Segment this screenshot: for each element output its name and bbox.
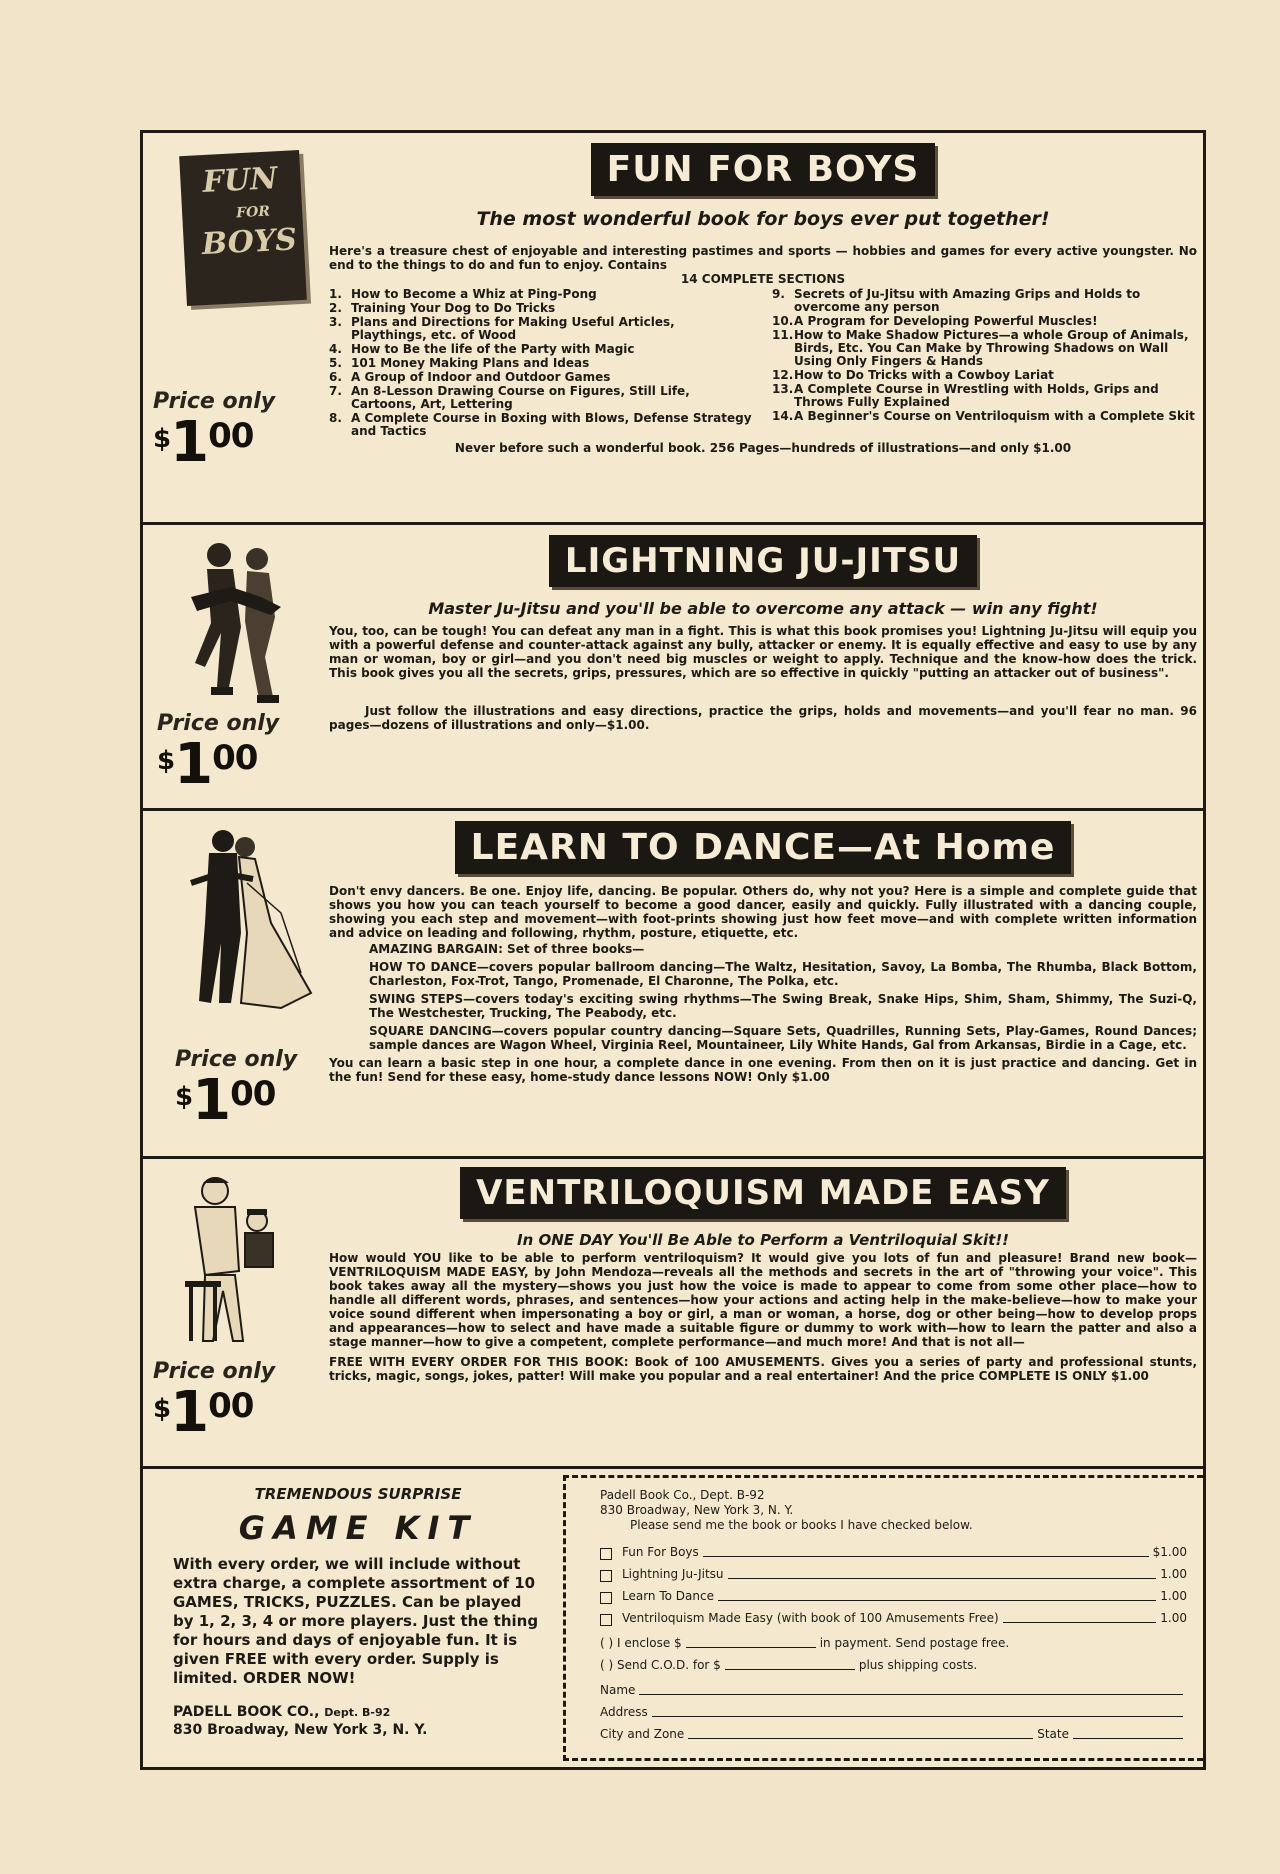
cover-word-fun: FUN xyxy=(201,161,279,201)
ventriloquism-left xyxy=(143,1159,323,1466)
book-cover-image xyxy=(179,150,307,306)
section-number: 14. xyxy=(772,409,794,423)
section-text: How to Be the life of the Party with Magic xyxy=(351,342,635,356)
section-list-item xyxy=(772,383,1197,409)
section-text: 101 Money Making Plans and Ideas xyxy=(351,356,590,370)
fun-for-boys-section xyxy=(143,133,1203,525)
price-label: Price only xyxy=(153,1359,276,1384)
address-label: Address xyxy=(600,1705,648,1719)
ju-jitsu-closing: Just follow the illustrations and easy directions, practice the grips, holds and movements—and you'll fear no man. 96 pages—dozens of illustrations and only—$1.00. xyxy=(329,704,1197,732)
section-list-item xyxy=(329,357,754,370)
dance-section xyxy=(143,811,1203,1159)
dancing-couple-illustration xyxy=(161,823,321,1023)
dance-book-square-dancing: SQUARE DANCING—covers popular country dancing—Square Sets, Quadrilles, Running Sets, Play-Games, Round Dances; sample dances are Wagon Wheel, Virginia Reel, Mountaineer, Lily White Hands, Gal from Arkansas, Birdie in a Cage, etc. xyxy=(369,1024,1197,1052)
section-text: How to Become a Whiz at Ping-Pong xyxy=(351,287,597,301)
ventriloquism-content xyxy=(329,1159,1197,1466)
order-item-ju-jitsu[interactable] xyxy=(600,1567,1187,1582)
name-line[interactable] xyxy=(600,1683,1187,1698)
ju-jitsu-title: LIGHTNING JU-JITSU xyxy=(549,535,977,587)
cover-word-boys: BOYS xyxy=(200,222,298,263)
section-text: How to Do Tricks with a Cowboy Lariat xyxy=(794,368,1054,382)
order-item-label: Learn To Dance xyxy=(622,1589,714,1603)
price-label: Price only xyxy=(157,711,280,736)
price-label: Price only xyxy=(175,1047,298,1072)
order-item-price: $1.00 xyxy=(1152,1545,1187,1559)
section-list-item xyxy=(329,343,754,356)
dance-closing: You can learn a basic step in one hour, a complete dance in one evening. From then on it is just practice and dancing. Get in the fun! Send for these easy, home-study dance lessons NOW! Only $1.00 xyxy=(329,1056,1197,1084)
sections-right-list xyxy=(772,288,1197,439)
cover-word-for: FOR xyxy=(235,203,271,222)
section-list-item xyxy=(772,315,1197,328)
ventriloquism-body: How would YOU like to be able to perform ventriloquism? It would give you lots of fun and pleasure! Brand new book—VENTRILOQUISM MADE EASY, by John Mendoza—reveals all the methods and secrets in the art of "throwing your voice". This book takes away all the mystery—shows you just how the voice is made to appear to come from some other place—how to handle all different words, phrases, and sentences—how your actions and acting help in the make-believe—how to make your voice sound different when impersonating a boy or girl, a man or woman, a horse, dog or other being—how to develop props and appearances—how to select and have made a suitable figure or dummy to work with—how to learn the patter and also a stage manner—how to give a competent, complete performance—and much more! And that is not all— xyxy=(329,1251,1197,1349)
ventriloquism-free-offer: FREE WITH EVERY ORDER FOR THIS BOOK: Book of 100 AMUSEMENTS. Gives you a series of party and professional stunts, tricks, magic, songs, jokes, patter! Will make you popular and a real entertainer! And the price COMPLETE IS ONLY $1.00 xyxy=(329,1355,1197,1383)
section-number: 9. xyxy=(772,287,785,301)
fun-for-boys-closing: Never before such a wonderful book. 256 Pages—hundreds of illustrations—and only $1.00 xyxy=(454,441,1072,455)
wrestlers-illustration xyxy=(171,537,301,712)
ventriloquism-price-block xyxy=(153,1359,276,1445)
section-text: Secrets of Ju-Jitsu with Amazing Grips and Holds to overcome any person xyxy=(794,287,1141,314)
section-text: A Complete Course in Wrestling with Holds, Grips and Throws Fully Explained xyxy=(794,382,1159,409)
fun-price-block xyxy=(153,389,276,475)
ju-jitsu-content xyxy=(329,525,1197,808)
cod-line[interactable] xyxy=(600,1658,1187,1673)
section-number: 10. xyxy=(772,314,794,328)
company-address: 830 Broadway, New York 3, N. Y. xyxy=(173,1722,428,1738)
ventriloquist-illustration xyxy=(165,1171,305,1351)
state-field[interactable] xyxy=(1073,1738,1183,1739)
section-text: A Complete Course in Boxing with Blows, Defense Strategy and Tactics xyxy=(351,411,752,438)
order-item-label: Ventriloquism Made Easy (with book of 100 Amusements Free) xyxy=(622,1611,999,1625)
section-text: An 8-Lesson Drawing Course on Figures, Still Life, Cartoons, Art, Lettering xyxy=(351,384,690,411)
section-list-item xyxy=(772,369,1197,382)
section-text: A Program for Developing Powerful Muscles! xyxy=(794,314,1098,328)
checkbox[interactable] xyxy=(600,1614,612,1626)
order-item-price: 1.00 xyxy=(1160,1567,1187,1581)
price-amount: $^{\$}1^{00}$ xyxy=(153,1380,254,1445)
order-item-dance[interactable] xyxy=(600,1589,1187,1604)
fun-for-boys-intro: Here's a treasure chest of enjoyable and interesting pastimes and sports — hobbies and games for every active youngster. No end to the things to do and fun to enjoy. Contains xyxy=(329,244,1197,272)
section-number: 12. xyxy=(772,368,794,382)
section-list-item xyxy=(329,412,754,438)
ju-jitsu-section xyxy=(143,525,1203,811)
address-field[interactable] xyxy=(652,1716,1183,1717)
dance-title: LEARN TO DANCE—At Home xyxy=(455,821,1072,874)
checkbox[interactable] xyxy=(600,1548,612,1560)
order-instruction: Please send me the book or books I have checked below. xyxy=(630,1518,973,1532)
section-number: 13. xyxy=(772,382,794,396)
checkbox[interactable] xyxy=(600,1592,612,1604)
fun-for-boys-content xyxy=(329,133,1197,522)
checkbox[interactable] xyxy=(600,1570,612,1582)
ju-jitsu-left xyxy=(143,525,323,808)
dance-content xyxy=(329,811,1197,1156)
game-kit-company-line xyxy=(173,1704,543,1720)
ventriloquism-title: VENTRILOQUISM MADE EASY xyxy=(460,1167,1066,1219)
dance-books xyxy=(329,942,1197,1052)
section-list-item xyxy=(329,302,754,315)
section-list-item xyxy=(329,371,754,384)
city-label: City and Zone xyxy=(600,1727,685,1741)
company-dept: Dept. B-92 xyxy=(324,1706,391,1719)
section-text: Plans and Directions for Making Useful Articles, Playthings, etc. of Wood xyxy=(351,315,675,342)
section-list-item xyxy=(772,410,1197,423)
dance-book-how-to-dance: HOW TO DANCE—covers popular ballroom dancing—The Waltz, Hesitation, Savoy, La Bomba, The Rhumba, Black Bottom, Charleston, Fox-Trot, Tango, Promenade, El Charonne, The Polka, etc. xyxy=(369,960,1197,988)
surprise-label: TREMENDOUS SURPRISE xyxy=(254,1485,462,1503)
section-number: 3. xyxy=(329,315,342,329)
ju-jitsu-price-block xyxy=(157,711,280,797)
fun-for-boys-title: FUN FOR BOYS xyxy=(591,143,936,196)
state-label: State xyxy=(1037,1727,1069,1741)
name-field[interactable] xyxy=(639,1694,1183,1695)
ju-jitsu-body: You, too, can be tough! You can defeat any man in a fight. This is what this book promises you! Lightning Ju-Jitsu will equip you with a powerful defense and counter-attack against any bully, attacker or enemy. It is equally effective and easy to use by any man or woman, boy or girl—and you don't need big muscles or weight to apply. Technique and the know-how does the trick. This book gives you all the secrets, grips, pressures, which are so effective in quickly "putting an attacker out of business". xyxy=(329,624,1197,680)
section-text: How to Make Shadow Pictures—a whole Group of Animals, Birds, Etc. You Can Make by Throwing Shadows on Wall Using Only Fingers & Hands xyxy=(794,328,1189,368)
order-item-price: 1.00 xyxy=(1160,1611,1187,1625)
dance-bargain: AMAZING BARGAIN: Set of three books— xyxy=(369,942,645,956)
sections-list xyxy=(329,288,1197,439)
order-item-fun-for-boys[interactable] xyxy=(600,1545,1187,1560)
section-number: 1. xyxy=(329,287,342,301)
price-amount: $^{\$}1^{00}$ xyxy=(153,410,254,475)
dance-left xyxy=(143,811,323,1156)
sections-left-list xyxy=(329,288,754,439)
cod-amount-field[interactable] xyxy=(725,1669,855,1670)
address-line[interactable] xyxy=(600,1705,1187,1720)
dance-body: Don't envy dancers. Be one. Enjoy life, dancing. Be popular. Others do, why not you? Here is a simple and complete guide that shows you how you can teach yourself to become a good dancer, easily and quickly. Fully illustrated with a dancing couple, showing you each step and movement—with foot-prints showing just how feet move—and with complete written information and advice on leading and following, rhythm, posture, etiquette, etc. xyxy=(329,884,1197,940)
city-line[interactable] xyxy=(600,1727,1187,1742)
city-field[interactable] xyxy=(688,1738,1033,1739)
price-label: Price only xyxy=(153,389,276,414)
order-address-2: 830 Broadway, New York 3, N. Y. xyxy=(600,1503,794,1517)
advertisement-page xyxy=(140,130,1206,1770)
fun-for-boys-subtitle: The most wonderful book for boys ever put together! xyxy=(476,208,1050,230)
section-list-item xyxy=(772,329,1197,368)
section-list-item xyxy=(772,288,1197,314)
enclose-label: ( ) I enclose $ xyxy=(600,1636,682,1650)
price-amount: $^{\$}1^{00}$ xyxy=(157,732,258,797)
section-list-item xyxy=(329,316,754,342)
dance-price-block xyxy=(175,1047,298,1133)
section-text: A Beginner's Course on Ventriloquism with a Complete Skit xyxy=(794,409,1195,423)
section-number: 4. xyxy=(329,342,342,356)
order-form xyxy=(563,1475,1203,1761)
section-list-item xyxy=(329,385,754,411)
order-item-price: 1.00 xyxy=(1160,1589,1187,1603)
price-amount: $^{\$}1^{00}$ xyxy=(175,1068,276,1133)
section-text: Training Your Dog to Do Tricks xyxy=(351,301,556,315)
fun-for-boys-left xyxy=(143,133,323,522)
order-address-1: Padell Book Co., Dept. B-92 xyxy=(600,1488,765,1502)
section-number: 11. xyxy=(772,328,794,342)
section-number: 7. xyxy=(329,384,342,398)
game-kit-body: With every order, we will include without extra charge, a complete assortment of 10 GAMES, TRICKS, PUZZLES. Can be played by 1, 2, 3, 4 or more players. Just the thing for hours and days of enjoyable fun. It is given FREE with every order. Supply is limited. ORDER NOW! xyxy=(173,1555,539,1687)
dance-book-swing-steps: SWING STEPS—covers today's exciting swing rhythms—The Swing Break, Snake Hips, Shim, Sham, Shimmy, The Suzi-Q, The Westchester, Trucking, The Peabody, etc. xyxy=(369,992,1197,1020)
ju-jitsu-subtitle: Master Ju-Jitsu and you'll be able to overcome any attack — win any fight! xyxy=(428,599,1098,618)
enclose-line[interactable] xyxy=(600,1636,1187,1651)
game-kit-block xyxy=(173,1485,543,1738)
section-number: 5. xyxy=(329,356,342,370)
section-list-item xyxy=(329,288,754,301)
enclose-amount-field[interactable] xyxy=(686,1647,816,1648)
section-number: 6. xyxy=(329,370,342,384)
order-item-ventriloquism[interactable] xyxy=(600,1611,1187,1626)
game-kit-title: GAME KIT xyxy=(238,1509,478,1547)
cod-suffix: plus shipping costs. xyxy=(858,1658,978,1672)
enclose-suffix: in payment. Send postage free. xyxy=(819,1636,1010,1650)
section-text: A Group of Indoor and Outdoor Games xyxy=(351,370,611,384)
section-number: 2. xyxy=(329,301,342,315)
ventriloquism-section xyxy=(143,1159,1203,1469)
name-label: Name xyxy=(600,1683,636,1697)
ventriloquism-subtitle: In ONE DAY You'll Be Able to Perform a Ventriloquial Skit!! xyxy=(516,1231,1010,1249)
company-name: PADELL BOOK CO., xyxy=(173,1704,320,1720)
section-number: 8. xyxy=(329,411,342,425)
sections-heading: 14 COMPLETE SECTIONS xyxy=(680,272,846,286)
order-item-label: Fun For Boys xyxy=(622,1545,699,1559)
order-section xyxy=(143,1469,1203,1767)
order-item-label: Lightning Ju-Jitsu xyxy=(622,1567,724,1581)
cod-label: ( ) Send C.O.D. for $ xyxy=(600,1658,721,1672)
